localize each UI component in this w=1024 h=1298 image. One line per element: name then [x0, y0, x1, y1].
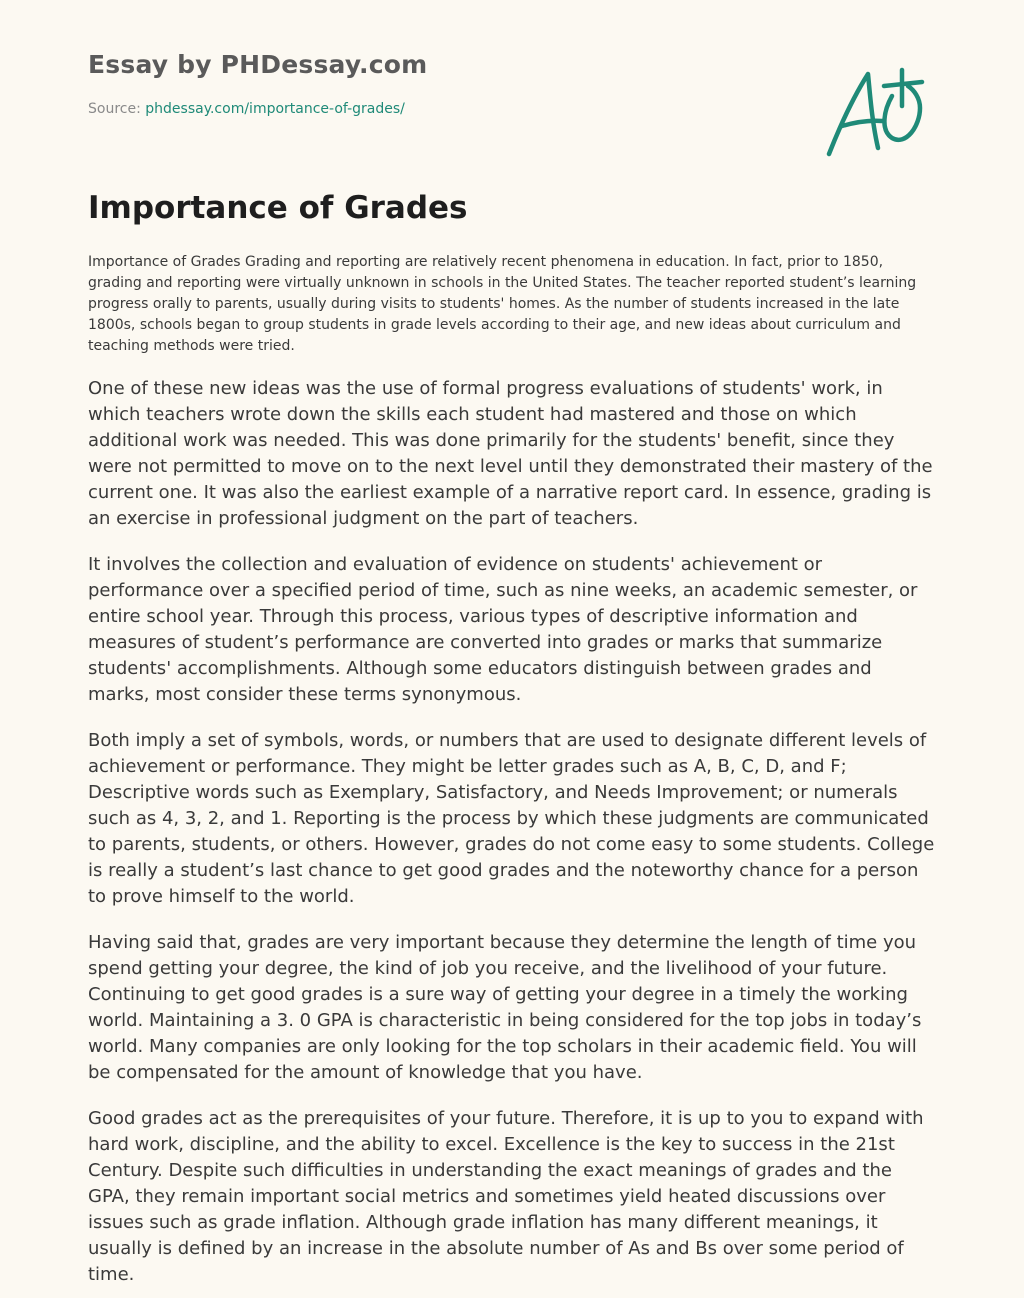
- essay-body: [88, 376, 938, 1298]
- intro-paragraph: Importance of Grades Grading and reporting are relatively recent phenomena in education. In fact, prior to 1850, grading and reporting were virtually unknown in schools in the United States. The teacher reported student’s learning progress orally to parents, usually during visits to students' homes. As the number of students increased in the late 1800s, schools began to group students in grade levels according to their age, and new ideas about curriculum and teaching methods were tried.: [88, 254, 917, 354]
- body-paragraph: One of these new ideas was the use of formal progress evaluations of students' work, in which teachers wrote down the skills each student had mastered and those on which additional work was needed. This was done primarily for the students' benefit, since they were not permitted to move on to the next level until they demonstrated their mastery of the current one. It was also the earliest example of a narrative report card. In essence, grading is an exercise in professional judgment on the part of teachers.: [88, 378, 933, 529]
- body-paragraph: Both imply a set of symbols, words, or numbers that are used to designate different levels of achievement or performance. They might be letter grades such as A, B, C, D, and F; Descriptive words such as Exemplary, Satisfactory, and Needs Improvement; or numerals such as 4, 3, 2, and 1. Reporting is the process by which these judgments are communicated to parents, students, or others. However, grades do not come easy to some students. College is really a student’s last chance to get good grades and the noteworthy chance for a person to prove himself to the world.: [88, 730, 935, 907]
- source-label: Source:: [88, 101, 146, 117]
- site-title: Essay by PHDessay.com: [88, 50, 428, 79]
- a-plus-logo-icon: [822, 64, 930, 162]
- body-paragraph: It involves the collection and evaluation of evidence on students' achievement or performance over a specified period of time, such as nine weeks, an academic semester, or entire school year. Through this process, various types of descriptive information and measures of student’s performance are converted into grades or marks that summarize students' accomplishments. Although some educators distinguish between grades and marks, most consider these terms synonymous.: [88, 554, 918, 705]
- source-link[interactable]: phdessay.com/importance-of-grades/: [145, 101, 405, 117]
- body-paragraph: Good grades act as the prerequisites of your future. Therefore, it is up to you to expand with hard work, discipline, and the ability to excel. Excellence is the key to success in the 21st Century. Despite such difficulties in understanding the exact meanings of grades and the GPA, they remain important social metrics and sometimes yield heated discussions over issues such as grade inflation. Although grade inflation has many different meanings, it usually is defined by an increase in the absolute number of As and Bs over some period of time.: [88, 1108, 924, 1285]
- body-paragraph: Having said that, grades are very important because they determine the length of time you spend getting your degree, the kind of job you receive, and the livelihood of your future. Continuing to get good grades is a sure way of getting your degree in a timely the working world. Maintaining a 3. 0 GPA is characteristic in being considered for the top jobs in today’s world. Many companies are only looking for the top scholars in their academic field. You will be compensated for the amount of knowledge that you have.: [88, 932, 922, 1083]
- source-line: [88, 101, 405, 117]
- document-title: Importance of Grades: [88, 190, 468, 226]
